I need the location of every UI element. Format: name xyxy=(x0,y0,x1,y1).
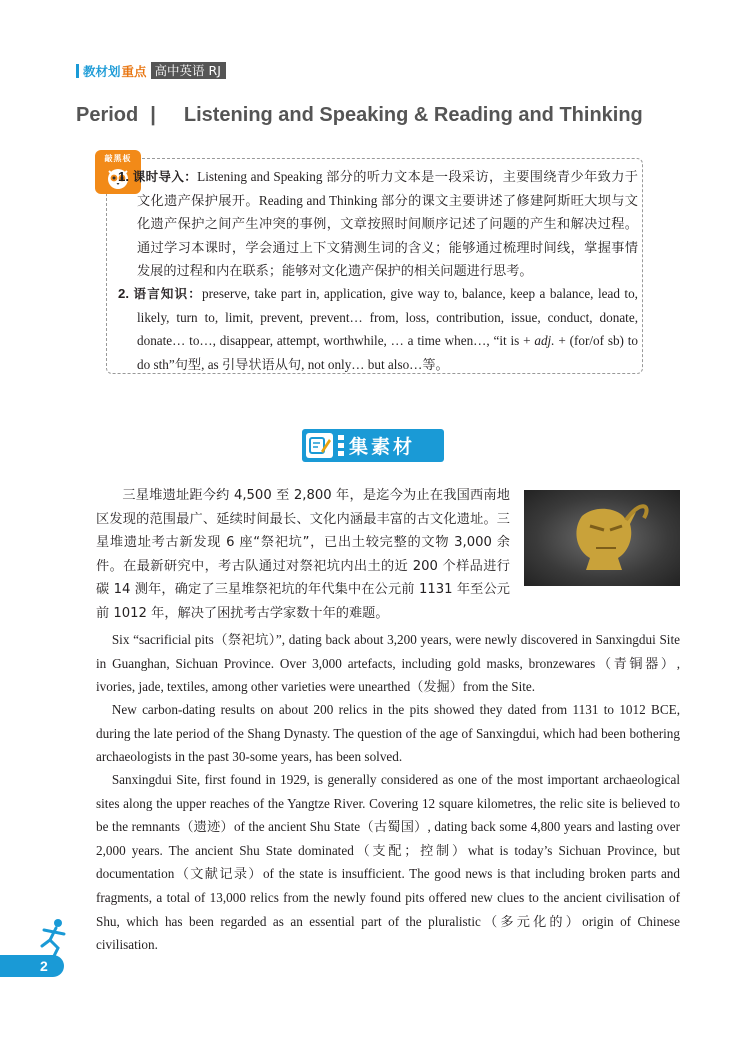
item1-heading: 课时导入： xyxy=(132,169,198,184)
english-paragraph-1: Six “sacrificial pits（祭祀坑）”, dating back about 3,200 years, were newly discovered in Sanxingdui Site in Guanghan, Sichuan Province. Over 3,000 artefacts, including gold masks, bronzewares（青铜器）, ivories, jade, textiles, among other varieties were unearthed（发掘）from the Site. xyxy=(96,632,680,695)
item2-adj: adj. xyxy=(534,333,555,349)
period-heading xyxy=(76,104,643,127)
english-paragraph-3-block xyxy=(96,768,680,957)
chinese-paragraph: 三星堆遗址距今约 4,500 至 2,800 年，是迄今为止在我国西南地区发现的范围最广、延续时间最长、文化内涵最丰富的古文化遗址。三星堆遗址考古新发现 6 座“祭祀坑”，已出土较完整的文物 3,000 余件。在最新研究中，考古队通过对祭祀坑内出土的近 200 个样品进行碳 14 测年，确定了三星堆祭祀坑的年代集中在公元前 1131 年至公元前 1012 年，解决了困扰考古学家数十年的难题。 xyxy=(96,488,510,621)
page-number-tab xyxy=(0,955,64,977)
badge-label: 敲黑板 xyxy=(104,154,132,163)
brand-text: 教材划 xyxy=(83,63,121,79)
banner-bars xyxy=(338,435,344,456)
item1-text: Listening and Speaking 部分的听力文本是一段采访，主要围绕青少年致力于文化遗产保护展开。Reading and Thinking 部分的课文主要讲述了修建阿斯旺大坝与文化遗产保护之间产生冲突的事例，文章按照时间顺序记述了问题的产生和解决过程。通过学习本课时，学会通过上下文猜测生词的含义；能够通过梳理时间线，掌握事情发展的过程和内在联系；能够对文化遗产保护的相关问题进行思考。 xyxy=(137,169,638,279)
item2-number: 2. xyxy=(118,286,129,301)
item2-text-b: + (for/of sb) to do sth”句型, as 引导状语从句, not only… but also…等。 xyxy=(137,333,639,372)
english-paragraph-2-block xyxy=(96,698,680,769)
section-banner xyxy=(302,429,444,462)
item1-number: 1. xyxy=(118,169,129,184)
english-paragraph-3: Sanxingdui Site, first found in 1929, is generally considered as one of the most important archaeological sites along the upper reaches of the Yangtze River. Covering 12 square kilometres, the relic site is believed to be the remnants（遗迹）of the ancient Shu State（古蜀国）, dating back some 4,800 years and lasting over 2,000 years. The ancient Shu State dominated（支配；控制）what is today’s Sichuan Province, but documentation（文献记录）of the state is insufficient. The good news is that including broken parts and fragments, a total of 13,000 relics from the newly found pits offered new clues to the ancient civilisation of Shu, which has been regarded as an essential part of the pluralistic（多元化的）origin of Chinese civilisation. xyxy=(96,772,680,953)
runner-icon xyxy=(38,918,68,958)
period-divider: | xyxy=(150,104,156,126)
header-accent-bar xyxy=(76,64,79,78)
intro-item-1 xyxy=(118,165,638,283)
period-label: Period xyxy=(76,104,139,126)
gold-mask-icon xyxy=(524,490,680,586)
section-title: 集素材 xyxy=(349,436,416,458)
item2-heading: 语言知识： xyxy=(133,286,203,301)
intro-item-2 xyxy=(118,282,638,376)
book-header xyxy=(76,62,226,79)
book-pen-icon xyxy=(306,433,333,458)
subject-label: 高中英语 RJ xyxy=(151,62,226,79)
english-paragraph-2: New carbon-dating results on about 200 relics in the pits showed they dated from 1131 to 1012 BCE, during the late period of the Shang Dynasty. The question of the age of Sanxingdui, which had been bothering archaeologists in the past 30-some years, has been solved. xyxy=(96,702,680,765)
chinese-paragraph-block xyxy=(96,484,510,626)
period-title: Listening and Speaking & Reading and Thinking xyxy=(183,104,643,126)
item2-text-a: preserve, take part in, application, give way to, balance, keep a balance, lead to, likely, turn to, limit, prevent, prevent… from, loss, contribution, issue, conduct, donate, donate… to…, disappear, attempt, worthwhile, … a time when…, “it is + xyxy=(137,286,638,349)
english-paragraph-1-block xyxy=(96,628,680,699)
brand-highlight: 重点 xyxy=(121,63,147,79)
gold-mask-photo xyxy=(524,490,680,586)
page-number: 2 xyxy=(40,958,48,974)
